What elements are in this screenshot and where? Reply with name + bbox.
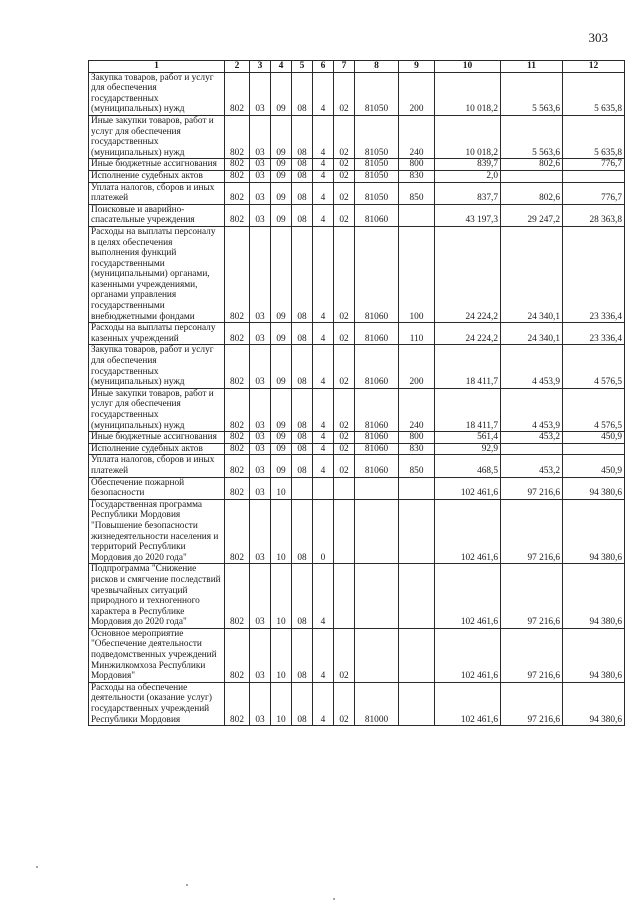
amount-year-1: 18 411,7 bbox=[435, 388, 501, 431]
table-row bbox=[89, 443, 625, 455]
amount-year-3: 776,7 bbox=[563, 182, 625, 204]
expense-name: Иные закупки товаров, работ и услуг для обеспечения государственных (муниципальных) нужд bbox=[89, 388, 225, 431]
ministry-code: 802 bbox=[225, 455, 250, 477]
subsection-code: 09 bbox=[271, 388, 292, 431]
section-code: 03 bbox=[250, 499, 271, 564]
amount-year-2: 24 340,1 bbox=[501, 323, 563, 345]
expense-name: Основное мероприятие "Обеспечение деятельности подведомственных учреждений Минжилкомхоза Республики Мордовия" bbox=[89, 628, 225, 682]
activity-code: 02 bbox=[334, 115, 355, 158]
ministry-code: 802 bbox=[225, 499, 250, 564]
subsection-code: 09 bbox=[271, 72, 292, 115]
section-code: 03 bbox=[250, 226, 271, 322]
expense-type-code: 850 bbox=[399, 182, 435, 204]
ministry-code: 802 bbox=[225, 323, 250, 345]
amount-year-1: 837,7 bbox=[435, 182, 501, 204]
activity-code: 02 bbox=[334, 182, 355, 204]
ministry-code: 802 bbox=[225, 477, 250, 499]
activity-code: 02 bbox=[334, 323, 355, 345]
column-header: 8 bbox=[355, 61, 399, 73]
amount-year-1: 43 197,3 bbox=[435, 204, 501, 226]
expense-type-code: 240 bbox=[399, 388, 435, 431]
amount-year-1: 102 461,6 bbox=[435, 564, 501, 629]
section-code: 03 bbox=[250, 455, 271, 477]
table-row bbox=[89, 323, 625, 345]
program-code: 08 bbox=[292, 443, 313, 455]
expense-name: Закупка товаров, работ и услуг для обеспечения государственных (муниципальных) нужд bbox=[89, 345, 225, 388]
activity-code: 02 bbox=[334, 388, 355, 431]
table-row bbox=[89, 388, 625, 431]
subprogram-code: 0 bbox=[313, 499, 334, 564]
expense-name: Иные закупки товаров, работ и услуг для обеспечения государственных (муниципальных) нужд bbox=[89, 115, 225, 158]
amount-year-3: 5 635,8 bbox=[563, 72, 625, 115]
column-header: 9 bbox=[399, 61, 435, 73]
subsection-code: 10 bbox=[271, 682, 292, 725]
subsection-code: 09 bbox=[271, 170, 292, 182]
column-header: 1 bbox=[89, 61, 225, 73]
amount-year-3: 5 635,8 bbox=[563, 115, 625, 158]
subsection-code: 09 bbox=[271, 182, 292, 204]
table-row bbox=[89, 115, 625, 158]
table-row bbox=[89, 564, 625, 629]
program-code: 08 bbox=[292, 115, 313, 158]
subprogram-code: 4 bbox=[313, 628, 334, 682]
subsection-code: 09 bbox=[271, 323, 292, 345]
amount-year-3: 450,9 bbox=[563, 432, 625, 444]
ministry-code: 802 bbox=[225, 226, 250, 322]
table-header-row bbox=[89, 61, 625, 73]
section-code: 03 bbox=[250, 432, 271, 444]
expense-name: Обеспечение пожарной безопасности bbox=[89, 477, 225, 499]
ministry-code: 802 bbox=[225, 72, 250, 115]
expense-name: Расходы на обеспечение деятельности (оказание услуг) государственных учреждений Республики Мордовия bbox=[89, 682, 225, 725]
section-code: 03 bbox=[250, 182, 271, 204]
table-row bbox=[89, 432, 625, 444]
section-code: 03 bbox=[250, 170, 271, 182]
section-code: 03 bbox=[250, 477, 271, 499]
amount-year-3: 23 336,4 bbox=[563, 323, 625, 345]
amount-year-1: 102 461,6 bbox=[435, 477, 501, 499]
section-code: 03 bbox=[250, 204, 271, 226]
program-code: 08 bbox=[292, 159, 313, 171]
program-code: 08 bbox=[292, 432, 313, 444]
amount-year-3: 94 380,6 bbox=[563, 628, 625, 682]
expense-type-code bbox=[399, 477, 435, 499]
ministry-code: 802 bbox=[225, 115, 250, 158]
program-code: 08 bbox=[292, 182, 313, 204]
program-code: 08 bbox=[292, 72, 313, 115]
target-article-code: 81000 bbox=[355, 682, 399, 725]
table-row bbox=[89, 628, 625, 682]
expense-type-code: 240 bbox=[399, 115, 435, 158]
section-code: 03 bbox=[250, 564, 271, 629]
section-code: 03 bbox=[250, 159, 271, 171]
target-article-code: 81060 bbox=[355, 388, 399, 431]
amount-year-1: 24 224,2 bbox=[435, 323, 501, 345]
program-code: 08 bbox=[292, 682, 313, 725]
ministry-code: 802 bbox=[225, 345, 250, 388]
amount-year-3: 776,7 bbox=[563, 159, 625, 171]
expense-type-code bbox=[399, 628, 435, 682]
target-article-code: 81060 bbox=[355, 345, 399, 388]
expense-name: Уплата налогов, сборов и иных платежей bbox=[89, 182, 225, 204]
subprogram-code: 4 bbox=[313, 388, 334, 431]
amount-year-2: 29 247,2 bbox=[501, 204, 563, 226]
activity-code: 02 bbox=[334, 159, 355, 171]
ministry-code: 802 bbox=[225, 564, 250, 629]
expense-type-code bbox=[399, 682, 435, 725]
target-article-code bbox=[355, 499, 399, 564]
amount-year-3 bbox=[563, 170, 625, 182]
amount-year-2: 97 216,6 bbox=[501, 499, 563, 564]
target-article-code bbox=[355, 477, 399, 499]
program-code: 08 bbox=[292, 499, 313, 564]
section-code: 03 bbox=[250, 345, 271, 388]
amount-year-3: 4 576,5 bbox=[563, 388, 625, 431]
activity-code bbox=[334, 564, 355, 629]
subprogram-code: 4 bbox=[313, 432, 334, 444]
ministry-code: 802 bbox=[225, 159, 250, 171]
amount-year-3: 23 336,4 bbox=[563, 226, 625, 322]
page-number: 303 bbox=[588, 30, 608, 45]
amount-year-2: 97 216,6 bbox=[501, 477, 563, 499]
amount-year-3 bbox=[563, 443, 625, 455]
column-header: 3 bbox=[250, 61, 271, 73]
subprogram-code bbox=[313, 477, 334, 499]
expense-type-code: 800 bbox=[399, 159, 435, 171]
activity-code: 02 bbox=[334, 682, 355, 725]
scan-speck bbox=[333, 898, 335, 900]
amount-year-3: 450,9 bbox=[563, 455, 625, 477]
activity-code: 02 bbox=[334, 628, 355, 682]
section-code: 03 bbox=[250, 388, 271, 431]
column-header: 4 bbox=[271, 61, 292, 73]
amount-year-3: 28 363,8 bbox=[563, 204, 625, 226]
amount-year-2: 4 453,9 bbox=[501, 345, 563, 388]
amount-year-1: 102 461,6 bbox=[435, 499, 501, 564]
ministry-code: 802 bbox=[225, 170, 250, 182]
amount-year-2 bbox=[501, 443, 563, 455]
ministry-code: 802 bbox=[225, 432, 250, 444]
ministry-code: 802 bbox=[225, 182, 250, 204]
expense-type-code: 100 bbox=[399, 226, 435, 322]
expense-name: Поисковые и аварийно-спасательные учреждения bbox=[89, 204, 225, 226]
amount-year-3: 94 380,6 bbox=[563, 564, 625, 629]
target-article-code: 81050 bbox=[355, 182, 399, 204]
section-code: 03 bbox=[250, 443, 271, 455]
column-header: 2 bbox=[225, 61, 250, 73]
program-code: 08 bbox=[292, 455, 313, 477]
column-header: 10 bbox=[435, 61, 501, 73]
expense-type-code: 800 bbox=[399, 432, 435, 444]
activity-code: 02 bbox=[334, 72, 355, 115]
table-row bbox=[89, 182, 625, 204]
subsection-code: 09 bbox=[271, 159, 292, 171]
program-code: 08 bbox=[292, 204, 313, 226]
expense-name: Расходы на выплаты персоналу казенных учреждений bbox=[89, 323, 225, 345]
amount-year-1: 468,5 bbox=[435, 455, 501, 477]
subprogram-code: 4 bbox=[313, 182, 334, 204]
ministry-code: 802 bbox=[225, 682, 250, 725]
section-code: 03 bbox=[250, 72, 271, 115]
target-article-code: 81050 bbox=[355, 170, 399, 182]
table-row bbox=[89, 72, 625, 115]
table-row bbox=[89, 159, 625, 171]
expense-name: Иные бюджетные ассигнования bbox=[89, 432, 225, 444]
subprogram-code: 4 bbox=[313, 443, 334, 455]
expense-name: Государственная программа Республики Мордовия "Повышение безопасности жизнедеятельности населения и территорий Республики Мордовия до 2020 года" bbox=[89, 499, 225, 564]
column-header: 6 bbox=[313, 61, 334, 73]
subprogram-code: 4 bbox=[313, 115, 334, 158]
target-article-code: 81060 bbox=[355, 323, 399, 345]
subprogram-code: 4 bbox=[313, 204, 334, 226]
expense-name: Иные бюджетные ассигнования bbox=[89, 159, 225, 171]
section-code: 03 bbox=[250, 323, 271, 345]
expense-type-code: 830 bbox=[399, 443, 435, 455]
amount-year-2: 453,2 bbox=[501, 455, 563, 477]
program-code bbox=[292, 477, 313, 499]
amount-year-1: 2,0 bbox=[435, 170, 501, 182]
activity-code: 02 bbox=[334, 432, 355, 444]
subsection-code: 09 bbox=[271, 115, 292, 158]
ministry-code: 802 bbox=[225, 388, 250, 431]
subsection-code: 09 bbox=[271, 432, 292, 444]
section-code: 03 bbox=[250, 682, 271, 725]
expense-name: Исполнение судебных актов bbox=[89, 170, 225, 182]
subsection-code: 10 bbox=[271, 628, 292, 682]
subprogram-code: 4 bbox=[313, 682, 334, 725]
expense-name: Расходы на выплаты персоналу в целях обеспечения выполнения функций государственными (муниципальными) органами, казенными учреждениями, органами управления государственными внебюджетными фондами bbox=[89, 226, 225, 322]
program-code: 08 bbox=[292, 170, 313, 182]
expense-name: Исполнение судебных актов bbox=[89, 443, 225, 455]
section-code: 03 bbox=[250, 115, 271, 158]
target-article-code: 81060 bbox=[355, 226, 399, 322]
program-code: 08 bbox=[292, 323, 313, 345]
scan-speck bbox=[186, 884, 188, 886]
subprogram-code: 4 bbox=[313, 226, 334, 322]
expense-type-code: 200 bbox=[399, 72, 435, 115]
amount-year-2: 97 216,6 bbox=[501, 682, 563, 725]
amount-year-2: 453,2 bbox=[501, 432, 563, 444]
program-code: 08 bbox=[292, 628, 313, 682]
expense-name: Уплата налогов, сборов и иных платежей bbox=[89, 455, 225, 477]
target-article-code: 81050 bbox=[355, 159, 399, 171]
section-code: 03 bbox=[250, 628, 271, 682]
activity-code: 02 bbox=[334, 455, 355, 477]
expense-type-code bbox=[399, 499, 435, 564]
column-header: 7 bbox=[334, 61, 355, 73]
amount-year-2: 4 453,9 bbox=[501, 388, 563, 431]
activity-code bbox=[334, 477, 355, 499]
ministry-code: 802 bbox=[225, 628, 250, 682]
amount-year-1: 10 018,2 bbox=[435, 72, 501, 115]
column-header: 12 bbox=[563, 61, 625, 73]
table-row bbox=[89, 204, 625, 226]
subprogram-code: 4 bbox=[313, 72, 334, 115]
subsection-code: 10 bbox=[271, 477, 292, 499]
subsection-code: 09 bbox=[271, 443, 292, 455]
scan-speck bbox=[36, 866, 38, 868]
column-header: 11 bbox=[501, 61, 563, 73]
activity-code: 02 bbox=[334, 345, 355, 388]
table-row bbox=[89, 499, 625, 564]
amount-year-3: 94 380,6 bbox=[563, 499, 625, 564]
amount-year-1: 102 461,6 bbox=[435, 682, 501, 725]
table-row bbox=[89, 682, 625, 725]
expense-type-code bbox=[399, 564, 435, 629]
target-article-code: 81060 bbox=[355, 432, 399, 444]
amount-year-1: 839,7 bbox=[435, 159, 501, 171]
program-code: 08 bbox=[292, 564, 313, 629]
subprogram-code: 4 bbox=[313, 455, 334, 477]
expense-name: Закупка товаров, работ и услуг для обеспечения государственных (муниципальных) нужд bbox=[89, 72, 225, 115]
program-code: 08 bbox=[292, 345, 313, 388]
target-article-code: 81060 bbox=[355, 204, 399, 226]
target-article-code: 81060 bbox=[355, 443, 399, 455]
table-row bbox=[89, 345, 625, 388]
ministry-code: 802 bbox=[225, 443, 250, 455]
subprogram-code: 4 bbox=[313, 159, 334, 171]
subsection-code: 10 bbox=[271, 499, 292, 564]
amount-year-1: 561,4 bbox=[435, 432, 501, 444]
subsection-code: 09 bbox=[271, 204, 292, 226]
target-article-code bbox=[355, 564, 399, 629]
subprogram-code: 4 bbox=[313, 564, 334, 629]
amount-year-2: 5 563,6 bbox=[501, 72, 563, 115]
subprogram-code: 4 bbox=[313, 170, 334, 182]
budget-table bbox=[88, 60, 625, 726]
ministry-code: 802 bbox=[225, 204, 250, 226]
target-article-code: 81060 bbox=[355, 455, 399, 477]
table-row bbox=[89, 455, 625, 477]
target-article-code: 81050 bbox=[355, 115, 399, 158]
program-code: 08 bbox=[292, 226, 313, 322]
table-body bbox=[89, 72, 625, 726]
activity-code: 02 bbox=[334, 443, 355, 455]
amount-year-3: 4 576,5 bbox=[563, 345, 625, 388]
amount-year-1: 10 018,2 bbox=[435, 115, 501, 158]
table-row bbox=[89, 477, 625, 499]
activity-code: 02 bbox=[334, 226, 355, 322]
amount-year-2 bbox=[501, 170, 563, 182]
activity-code: 02 bbox=[334, 170, 355, 182]
target-article-code: 81050 bbox=[355, 72, 399, 115]
amount-year-2: 97 216,6 bbox=[501, 564, 563, 629]
amount-year-2: 802,6 bbox=[501, 159, 563, 171]
program-code: 08 bbox=[292, 388, 313, 431]
amount-year-1: 18 411,7 bbox=[435, 345, 501, 388]
amount-year-2: 97 216,6 bbox=[501, 628, 563, 682]
amount-year-2: 5 563,6 bbox=[501, 115, 563, 158]
subsection-code: 09 bbox=[271, 345, 292, 388]
subsection-code: 09 bbox=[271, 226, 292, 322]
amount-year-2: 802,6 bbox=[501, 182, 563, 204]
amount-year-3: 94 380,6 bbox=[563, 682, 625, 725]
expense-type-code: 850 bbox=[399, 455, 435, 477]
activity-code: 02 bbox=[334, 204, 355, 226]
amount-year-1: 102 461,6 bbox=[435, 628, 501, 682]
subsection-code: 09 bbox=[271, 455, 292, 477]
amount-year-2: 24 340,1 bbox=[501, 226, 563, 322]
amount-year-3: 94 380,6 bbox=[563, 477, 625, 499]
table-row bbox=[89, 226, 625, 322]
subsection-code: 10 bbox=[271, 564, 292, 629]
amount-year-1: 24 224,2 bbox=[435, 226, 501, 322]
expense-type-code: 830 bbox=[399, 170, 435, 182]
activity-code bbox=[334, 499, 355, 564]
subprogram-code: 4 bbox=[313, 323, 334, 345]
subprogram-code: 4 bbox=[313, 345, 334, 388]
expense-type-code bbox=[399, 204, 435, 226]
expense-type-code: 110 bbox=[399, 323, 435, 345]
expense-type-code: 200 bbox=[399, 345, 435, 388]
table-row bbox=[89, 170, 625, 182]
amount-year-1: 92,9 bbox=[435, 443, 501, 455]
target-article-code bbox=[355, 628, 399, 682]
expense-name: Подпрограмма "Снижение рисков и смягчение последствий чрезвычайных ситуаций природного и техногенного характера в Республике Мордовия до 2020 года" bbox=[89, 564, 225, 629]
column-header: 5 bbox=[292, 61, 313, 73]
